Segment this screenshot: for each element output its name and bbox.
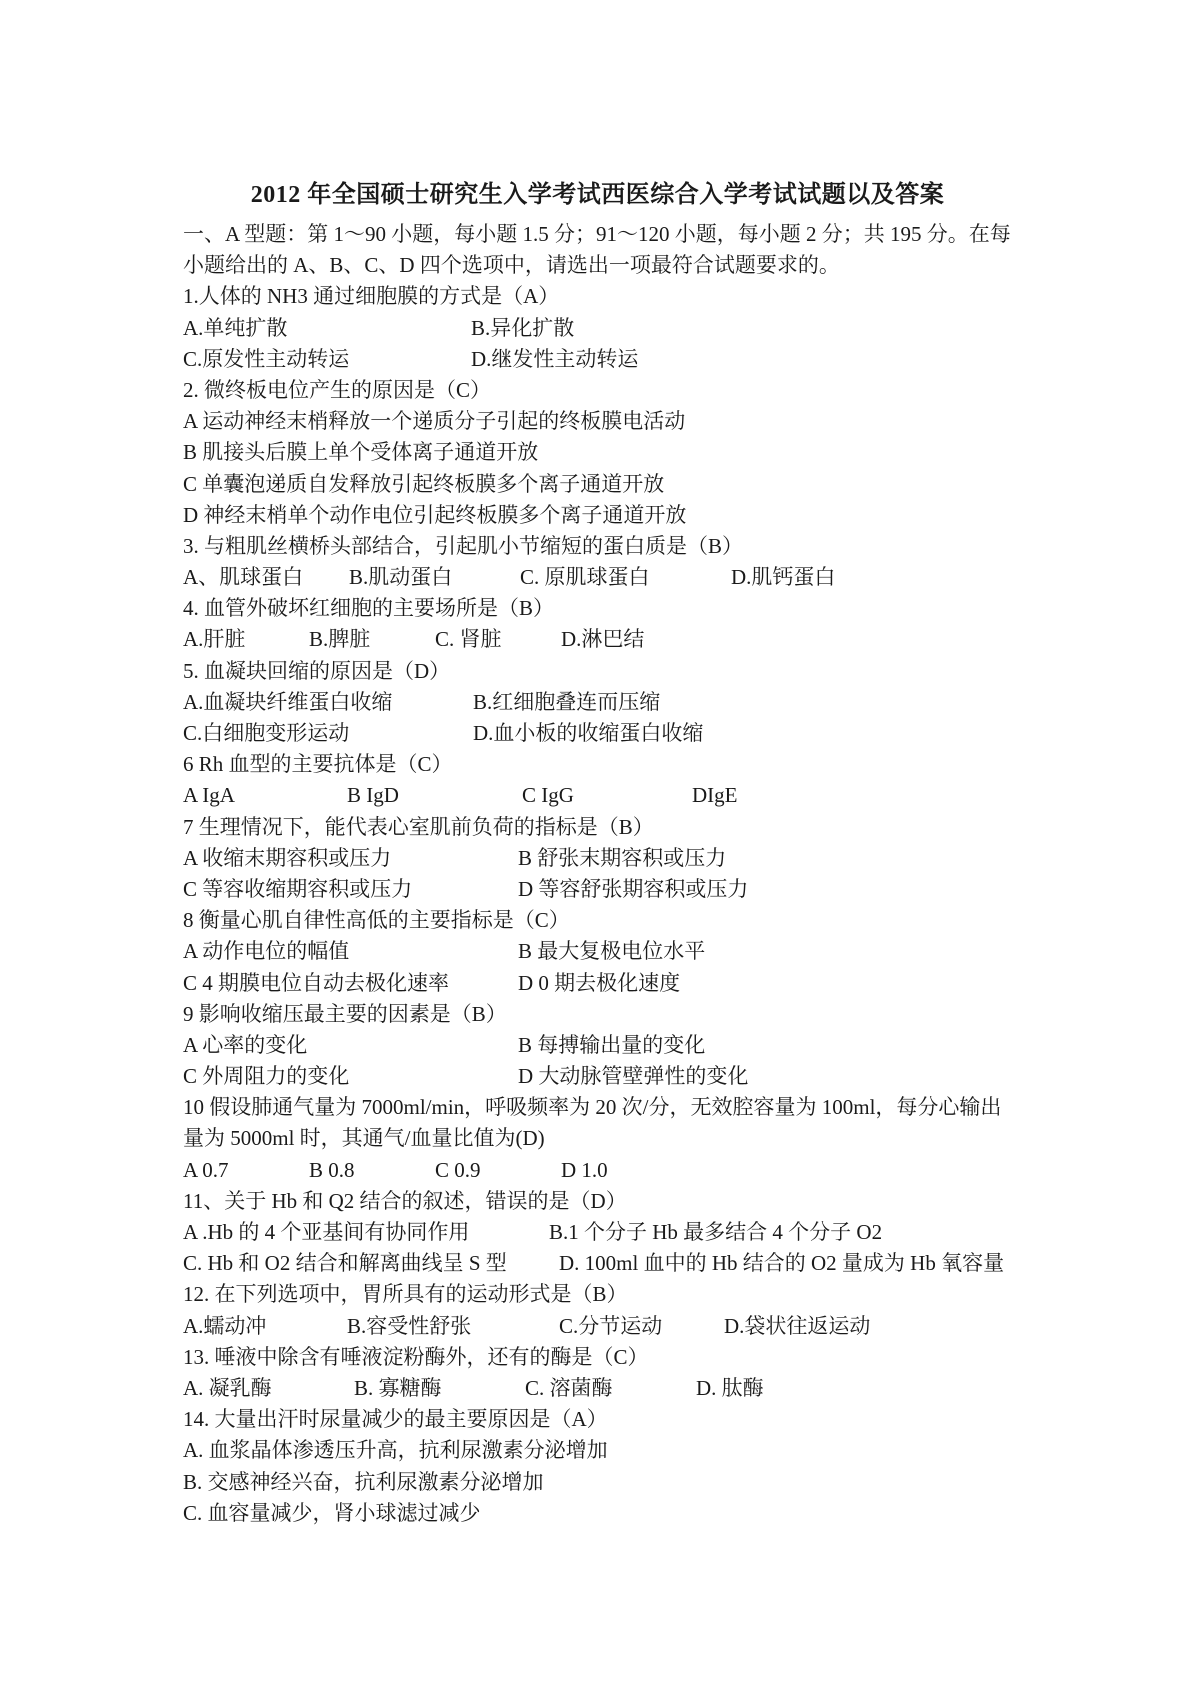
q4-option-c: C. 肾脏 bbox=[435, 627, 502, 652]
q13-options bbox=[183, 1373, 1012, 1404]
q13-stem bbox=[183, 1342, 1012, 1373]
question-stem: 14. 大量出汗时尿量减少的最主要原因是（A） bbox=[183, 1407, 608, 1432]
q12-option-a: A.蠕动冲 bbox=[183, 1313, 267, 1338]
q3-options bbox=[183, 562, 1012, 593]
question-stem: 4. 血管外破坏红细胞的主要场所是（B） bbox=[183, 596, 555, 621]
q6-option-d: DIgE bbox=[692, 783, 738, 808]
q1-option-c: C.原发性主动转运 bbox=[183, 346, 350, 371]
q6-option-b: B IgD bbox=[347, 783, 399, 808]
q2-stem bbox=[183, 375, 1012, 406]
q4-option-b: B.脾脏 bbox=[309, 627, 371, 652]
q2-option-b bbox=[183, 437, 1012, 468]
q8-options-cd bbox=[183, 968, 1012, 999]
question-stem: 8 衡量心肌自律性高低的主要指标是（C） bbox=[183, 908, 570, 933]
option-text: B. 交感神经兴奋，抗利尿激素分泌增加 bbox=[183, 1469, 544, 1494]
question-stem: 2. 微终板电位产生的原因是（C） bbox=[183, 377, 492, 402]
question-stem: 量为 5000ml 时，其通气/血量比值为(D) bbox=[183, 1126, 545, 1151]
document-title: 2012 年全国硕士研究生入学考试西医综合入学考试试题以及答案 bbox=[250, 182, 945, 208]
option-text: C 单囊泡递质自发释放引起终板膜多个离子通道开放 bbox=[183, 471, 665, 496]
q11-options-ab bbox=[183, 1217, 1012, 1248]
q10-option-a: A 0.7 bbox=[183, 1157, 229, 1182]
question-stem: 1.人体的 NH3 通过细胞膜的方式是（A） bbox=[183, 284, 560, 309]
q6-options bbox=[183, 780, 1012, 811]
q7-stem bbox=[183, 812, 1012, 843]
q7-option-d: D 等容舒张期容积或压力 bbox=[518, 876, 749, 901]
q3-option-a: A、肌球蛋白 bbox=[183, 565, 304, 590]
q6-stem bbox=[183, 749, 1012, 780]
q6-option-c: C IgG bbox=[522, 783, 574, 808]
q7-option-b: B 舒张末期容积或压力 bbox=[518, 845, 727, 870]
q12-option-b: B.容受性舒张 bbox=[347, 1313, 472, 1338]
q5-stem bbox=[183, 656, 1012, 687]
q1-option-b: B.异化扩散 bbox=[471, 315, 575, 340]
q1-options-ab bbox=[183, 313, 1012, 344]
q8-stem bbox=[183, 905, 1012, 936]
q10-options bbox=[183, 1155, 1012, 1186]
q3-option-d: D.肌钙蛋白 bbox=[731, 565, 836, 590]
question-stem: 12. 在下列选项中，胃所具有的运动形式是（B） bbox=[183, 1282, 628, 1307]
q4-stem bbox=[183, 593, 1012, 624]
q7-options-ab bbox=[183, 843, 1012, 874]
intro-line-1 bbox=[183, 219, 1012, 250]
q13-option-b: B. 寡糖酶 bbox=[354, 1375, 442, 1400]
q14-option-b bbox=[183, 1467, 1012, 1498]
q8-option-b: B 最大复极电位水平 bbox=[518, 939, 706, 964]
option-text: C. 血容量减少，肾小球滤过减少 bbox=[183, 1500, 481, 1525]
question-stem: 6 Rh 血型的主要抗体是（C） bbox=[183, 752, 453, 777]
q5-option-d: D.血小板的收缩蛋白收缩 bbox=[473, 721, 704, 745]
q9-option-d: D 大动脉管壁弹性的变化 bbox=[518, 1064, 749, 1089]
q13-option-d: D. 肽酶 bbox=[696, 1375, 764, 1400]
option-text: B 肌接头后膜上单个受体离子通道开放 bbox=[183, 440, 539, 465]
question-stem: 9 影响收缩压最主要的因素是（B） bbox=[183, 1001, 507, 1026]
q9-options-ab bbox=[183, 1030, 1012, 1061]
question-stem: 13. 唾液中除含有唾液淀粉酶外，还有的酶是（C） bbox=[183, 1344, 649, 1369]
q5-options-ab bbox=[183, 687, 1012, 718]
q7-options-cd bbox=[183, 874, 1012, 905]
q10-stem-line-2 bbox=[183, 1123, 1012, 1154]
q3-option-b: B.肌动蛋白 bbox=[349, 565, 453, 590]
q4-options bbox=[183, 624, 1012, 655]
q4-option-a: A.肝脏 bbox=[183, 627, 246, 652]
q14-option-a bbox=[183, 1435, 1012, 1466]
question-stem: 11、关于 Hb 和 Q2 结合的叙述，错误的是（D） bbox=[183, 1188, 627, 1213]
q2-option-a bbox=[183, 406, 1012, 437]
q8-option-d: D 0 期去极化速度 bbox=[518, 970, 681, 995]
q9-option-b: B 每搏输出量的变化 bbox=[518, 1032, 706, 1057]
q1-option-a: A.单纯扩散 bbox=[183, 315, 288, 340]
q7-option-a: A 收缩末期容积或压力 bbox=[183, 845, 392, 870]
q5-option-a: A.血凝块纤维蛋白收缩 bbox=[183, 689, 393, 714]
q11-options-cd bbox=[183, 1248, 1012, 1279]
q9-stem bbox=[183, 999, 1012, 1030]
q6-option-a: A IgA bbox=[183, 783, 235, 808]
q11-option-a: A .Hb 的 4 个亚基间有协同作用 bbox=[183, 1220, 470, 1244]
q3-option-c: C. 原肌球蛋白 bbox=[520, 565, 650, 590]
q1-options-cd bbox=[183, 344, 1012, 375]
option-text: A. 血浆晶体渗透压升高，抗利尿激素分泌增加 bbox=[183, 1438, 608, 1463]
q1-stem bbox=[183, 281, 1012, 312]
q9-option-a: A 心率的变化 bbox=[183, 1032, 308, 1057]
q9-option-c: C 外周阻力的变化 bbox=[183, 1064, 350, 1089]
q2-option-c bbox=[183, 469, 1012, 500]
q11-option-b: B.1 个分子 Hb 最多结合 4 个分子 O2 bbox=[549, 1220, 883, 1244]
question-stem: 3. 与粗肌丝横桥头部结合，引起肌小节缩短的蛋白质是（B） bbox=[183, 533, 744, 558]
intro-line-2 bbox=[183, 250, 1012, 281]
q10-option-d: D 1.0 bbox=[561, 1157, 608, 1182]
q14-option-c bbox=[183, 1498, 1012, 1529]
question-stem: 7 生理情况下，能代表心室肌前负荷的指标是（B） bbox=[183, 814, 654, 839]
q8-option-c: C 4 期膜电位自动去极化速率 bbox=[183, 970, 450, 995]
q11-stem bbox=[183, 1186, 1012, 1217]
q5-option-b: B.红细胞叠连而压缩 bbox=[473, 689, 661, 714]
question-stem: 10 假设肺通气量为 7000ml/min，呼吸频率为 20 次/分，无效腔容量为 100ml，每分心输出 bbox=[183, 1095, 1002, 1120]
q10-stem-line-1 bbox=[183, 1092, 1012, 1123]
option-text: A 运动神经末梢释放一个递质分子引起的终板膜电活动 bbox=[183, 409, 686, 434]
q5-options-cd bbox=[183, 718, 1012, 749]
document-content bbox=[183, 172, 1012, 1529]
intro-text: 一、A 型题：第 1～90 小题，每小题 1.5 分；91～120 小题，每小题 2 分；共 195 分。在每 bbox=[183, 222, 1011, 246]
q12-option-d: D.袋状往返运动 bbox=[724, 1313, 871, 1338]
q12-options bbox=[183, 1311, 1012, 1342]
q10-option-b: B 0.8 bbox=[309, 1157, 355, 1182]
q7-option-c: C 等容收缩期容积或压力 bbox=[183, 876, 413, 901]
q8-option-a: A 动作电位的幅值 bbox=[183, 939, 350, 964]
q14-stem bbox=[183, 1404, 1012, 1435]
q11-option-c: C. Hb 和 O2 结合和解离曲线呈 S 型 bbox=[183, 1251, 507, 1276]
q12-option-c: C.分节运动 bbox=[559, 1313, 663, 1338]
q2-option-d bbox=[183, 500, 1012, 531]
q13-option-c: C. 溶菌酶 bbox=[525, 1375, 613, 1400]
q3-stem bbox=[183, 531, 1012, 562]
option-text: D 神经末梢单个动作电位引起终板膜多个离子通道开放 bbox=[183, 502, 687, 527]
q12-stem bbox=[183, 1279, 1012, 1310]
q11-option-d: D. 100ml 血中的 Hb 结合的 O2 量成为 Hb 氧容量 bbox=[559, 1251, 1005, 1276]
q1-option-d: D.继发性主动转运 bbox=[471, 346, 639, 371]
intro-text: 小题给出的 A、B、C、D 四个选项中，请选出一项最符合试题要求的。 bbox=[183, 253, 840, 278]
q9-options-cd bbox=[183, 1061, 1012, 1092]
q5-option-c: C.白细胞变形运动 bbox=[183, 721, 350, 745]
question-stem: 5. 血凝块回缩的原因是（D） bbox=[183, 658, 451, 683]
q8-options-ab bbox=[183, 936, 1012, 967]
q13-option-a: A. 凝乳酶 bbox=[183, 1375, 272, 1400]
q10-option-c: C 0.9 bbox=[435, 1157, 481, 1182]
q4-option-d: D.淋巴结 bbox=[561, 627, 645, 652]
